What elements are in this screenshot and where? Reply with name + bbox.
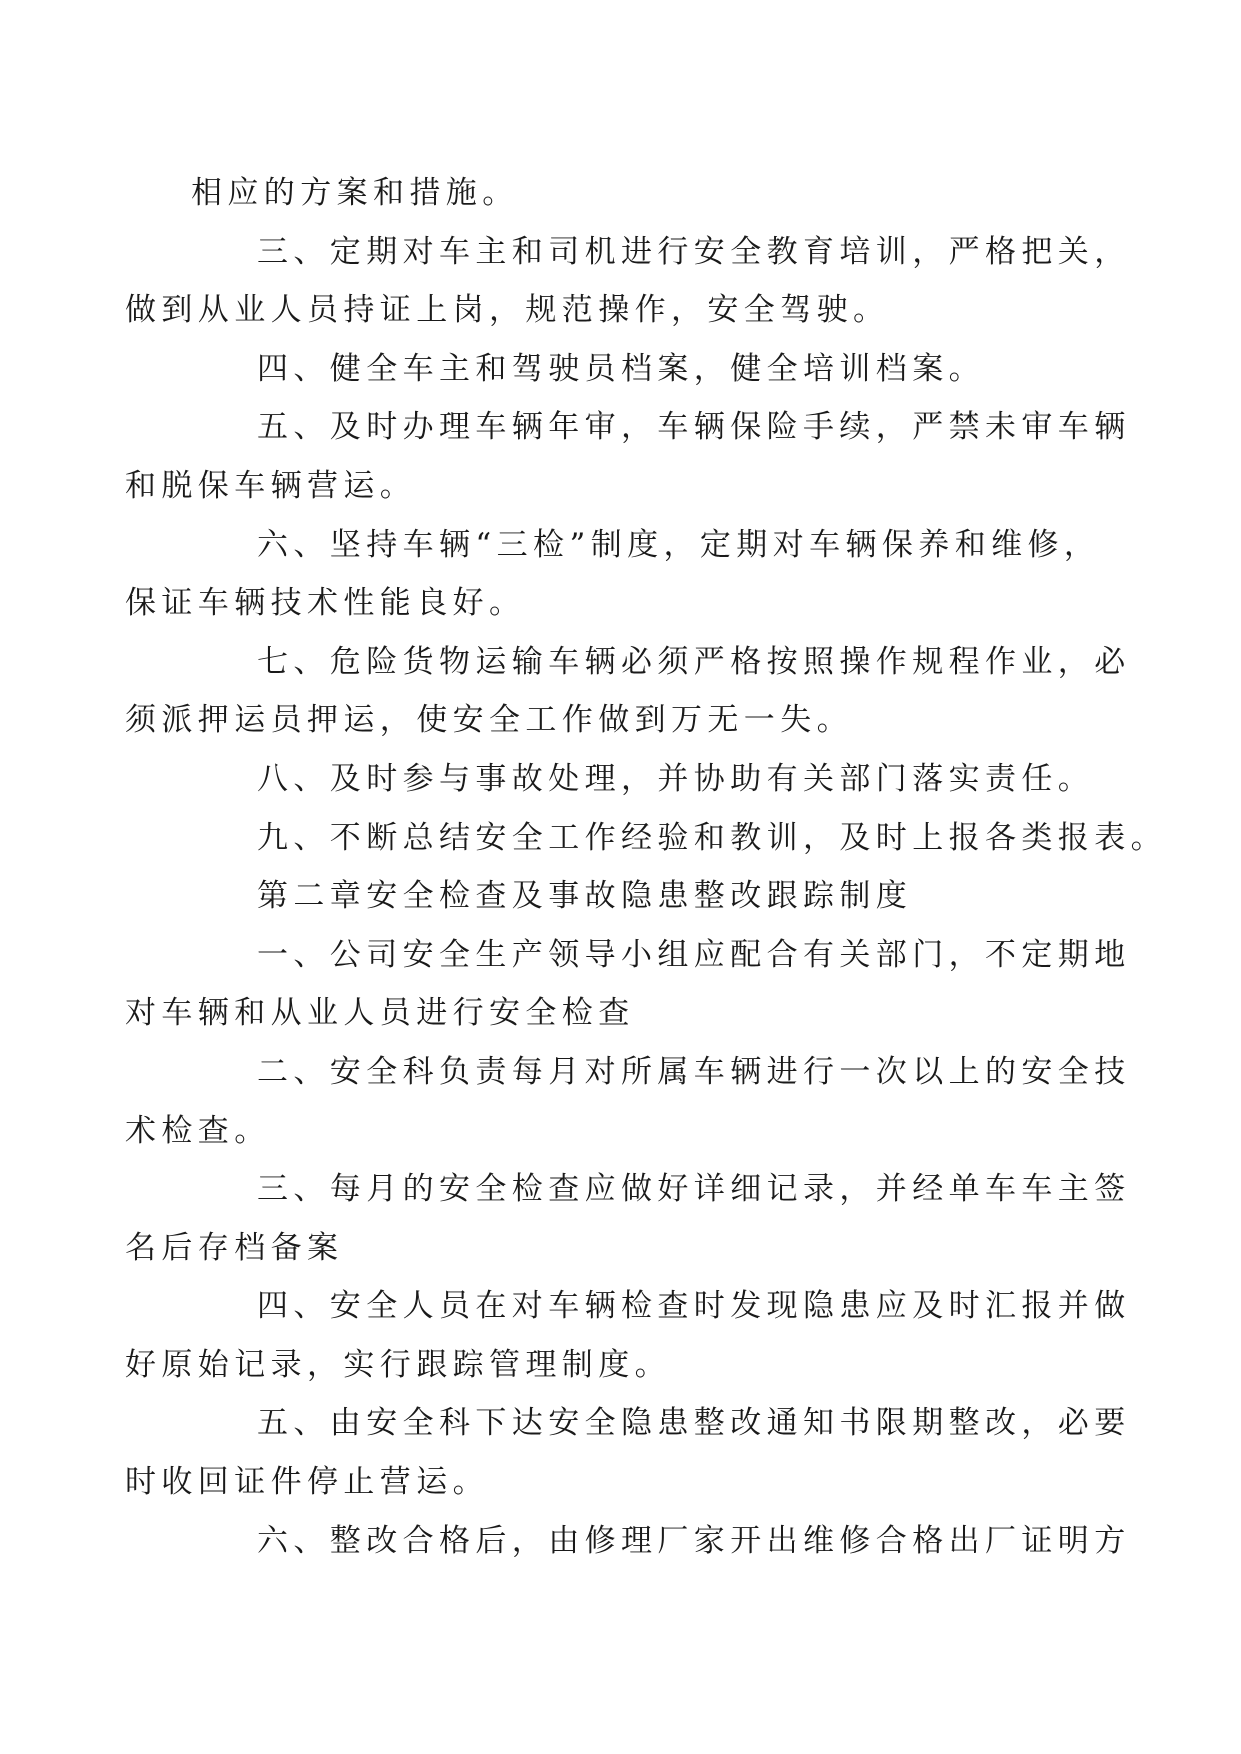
paragraph-ch2-item-1 — [125, 926, 1131, 1043]
text-line: 八、及时参与事故处理，并协助有关部门落实责任。 — [257, 760, 1095, 797]
text-line: 做到从业人员持证上岗，规范操作，安全驾驶。 — [125, 292, 890, 329]
text-line: 五、及时办理车辆年审，车辆保险手续，严禁未审车辆 — [257, 409, 1131, 446]
text-line: 须派押运员押运，使安全工作做到万无一失。 — [125, 702, 853, 739]
paragraph-continuation — [191, 164, 1061, 223]
paragraph-item-7-hazardous — [125, 633, 1131, 750]
text-line: 七、危险货物运输车辆必须严格按照操作规程作业，必 — [257, 643, 1131, 680]
paragraph-ch2-item-3 — [125, 1160, 1131, 1277]
text-line: 时收回证件停止营运。 — [125, 1464, 489, 1501]
text-line: 保证车辆技术性能良好。 — [125, 585, 526, 622]
paragraph-item-4-archives — [191, 340, 1061, 399]
text-line: 名后存档备案 — [125, 1229, 344, 1266]
text-line: 二、安全科负责每月对所属车辆进行一次以上的安全技 — [257, 1053, 1131, 1090]
text-line: 和脱保车辆营运。 — [125, 467, 417, 504]
text-line: 六、坚持车辆“三检”制度，定期对车辆保养和维修， — [257, 526, 1101, 563]
paragraph-ch2-item-4 — [125, 1277, 1131, 1394]
paragraph-item-6-three-checks — [125, 516, 1101, 633]
text-line: 四、健全车主和驾驶员档案，健全培训档案。 — [257, 350, 985, 387]
paragraph-ch2-item-2 — [125, 1043, 1131, 1160]
text-line: 三、每月的安全检查应做好详细记录，并经单车车主签 — [257, 1171, 1131, 1208]
paragraph-item-5-inspection — [125, 398, 1131, 515]
paragraph-item-8-accidents — [191, 750, 1095, 809]
paragraph-ch2-item-6 — [191, 1512, 1131, 1571]
text-line: 第二章安全检查及事故隐患整改跟踪制度 — [257, 878, 913, 915]
text-line: 一、公司安全生产领导小组应配合有关部门，不定期地 — [257, 936, 1131, 973]
paragraph-ch2-item-5 — [125, 1394, 1131, 1511]
paragraph-item-9-summary — [191, 809, 1167, 868]
text-line: 三、定期对车主和司机进行安全教育培训，严格把关， — [257, 233, 1131, 270]
paragraph-item-3-training — [125, 223, 1131, 340]
text-line: 对车辆和从业人员进行安全检查 — [125, 995, 635, 1032]
document-body — [125, 164, 1167, 1570]
text-line: 好原始记录，实行跟踪管理制度。 — [125, 1346, 671, 1383]
text-line: 六、整改合格后，由修理厂家开出维修合格出厂证明方 — [257, 1522, 1131, 1559]
text-line: 五、由安全科下达安全隐患整改通知书限期整改，必要 — [257, 1405, 1131, 1442]
text-line: 术检查。 — [125, 1112, 271, 1149]
chapter-heading — [191, 867, 1061, 926]
text-line: 四、安全人员在对车辆检查时发现隐患应及时汇报并做 — [257, 1288, 1131, 1325]
text-line: 九、不断总结安全工作经验和教训，及时上报各类报表。 — [257, 819, 1167, 856]
text-line: 相应的方案和措施。 — [191, 175, 519, 211]
